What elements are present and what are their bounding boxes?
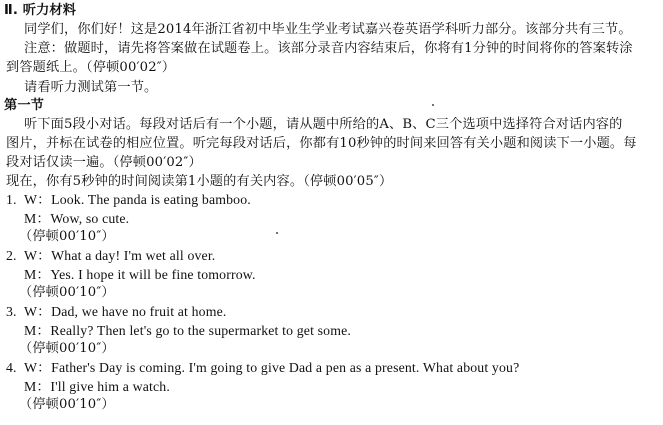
instructions-line-2: 图片，并标在试卷的相应位置。听完每段对话后，你都有10秒钟的时间来回答有关小题和阅读下一小题。每 xyxy=(6,136,637,151)
dialogue-4-woman: W：Father's Day is coming. I'm going to give Dad a pen as a present. What about you? xyxy=(24,360,520,375)
dialogue-2-pause: （停顿00′10″） xyxy=(19,285,115,300)
dialogue-1-pause: （停顿00′10″） xyxy=(19,229,115,244)
instructions-line-3: 段对话仅读一遍。（停顿00′02″） xyxy=(6,155,202,170)
dialogue-1-man: M：Wow, so cute. xyxy=(24,211,130,226)
dialogue-2-woman: W：What a day! I'm wet all over. xyxy=(24,248,216,263)
section-heading: Ⅱ. 听力材料 xyxy=(4,3,77,18)
intro-line-4: 请看听力测试第一节。 xyxy=(24,80,158,95)
scan-speck xyxy=(432,104,434,106)
dialogue-4-number: 4. xyxy=(6,360,17,375)
intro-line-1: 同学们，你们好！这是2014年浙江省初中毕业生学业考试嘉兴卷英语学科听力部分。该部分共有三节。 xyxy=(24,22,632,37)
dialogue-1-number: 1. xyxy=(6,192,17,207)
instructions-line-4: 现在，你有5秒钟的时间阅读第1小题的有关内容。（停顿00′05″） xyxy=(6,174,393,189)
part-heading: 第一节 xyxy=(4,98,45,113)
scan-speck xyxy=(276,232,278,234)
intro-line-2: 注意：做题时，请先将答案做在试题卷上。该部分录音内容结束后，你将有1分钟的时间将你的答案转涂 xyxy=(24,41,633,56)
dialogue-2-man: M：Yes. I hope it will be fine tomorrow. xyxy=(24,267,256,282)
dialogue-4-man: M：I'll give him a watch. xyxy=(24,379,170,394)
dialogue-3-woman: W：Dad, we have no fruit at home. xyxy=(24,304,227,319)
dialogue-3-pause: （停顿00′10″） xyxy=(19,341,115,356)
intro-line-3: 到答题纸上。（停顿00′02″） xyxy=(6,60,176,75)
dialogue-3-number: 3. xyxy=(6,304,17,319)
dialogue-4-pause: （停顿00′10″） xyxy=(19,397,115,412)
dialogue-2-number: 2. xyxy=(6,248,17,263)
dialogue-1-woman: W：Look. The panda is eating bamboo. xyxy=(24,192,251,207)
instructions-line-1: 听下面5段小对话。每段对话后有一个小题，请从题中所给的A、B、C三个选项中选择符合对话内容的 xyxy=(24,117,623,132)
dialogue-3-man: M：Really? Then let's go to the supermarket to get some. xyxy=(24,323,351,338)
